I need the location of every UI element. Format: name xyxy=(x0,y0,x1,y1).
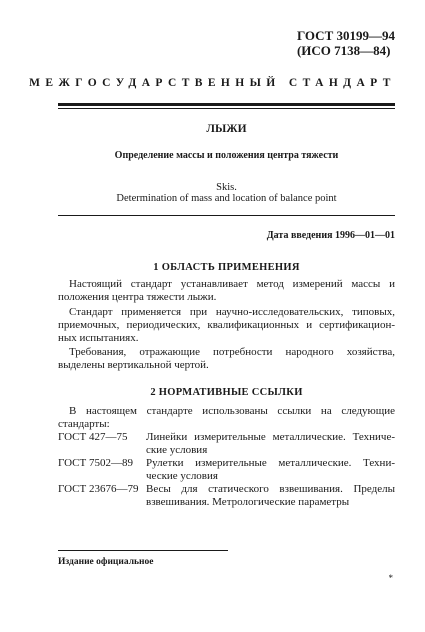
reference-title-line: ческие условия xyxy=(146,469,218,482)
interstate-standard-banner: МЕЖГОСУДАРСТВЕННЫЙ СТАНДАРТ xyxy=(29,77,396,89)
header-rule-thin xyxy=(58,108,395,109)
reference-title xyxy=(146,457,395,482)
paragraph-line: Стандарт применяется при научно-исследовательских, типовых, xyxy=(69,306,395,318)
paragraph-line: В настоящем стандарте использованы ссылки на следующие xyxy=(69,405,395,417)
title-rule xyxy=(58,215,395,216)
reference-item xyxy=(58,431,395,456)
section-1-heading: 1 ОБЛАСТЬ ПРИМЕНЕНИЯ xyxy=(153,262,300,273)
reference-title-line: взвешивания. Метрологические параметры xyxy=(146,495,350,508)
iso-number: (ИСО 7138—84) xyxy=(296,43,391,58)
paragraph-line: Настоящий стандарт устанавливает метод измерений массы и xyxy=(69,278,395,290)
page-mark: * xyxy=(388,573,393,583)
english-subtitle: Determination of mass and location of balance point xyxy=(116,193,337,204)
paragraph-line: Требования, отражающие потребности народного хозяйства, xyxy=(69,345,395,358)
gost-designation xyxy=(297,28,395,58)
reference-title-line: ские условия xyxy=(146,443,208,456)
section-2-heading: 2 НОРМАТИВНЫЕ ССЫЛКИ xyxy=(150,387,303,398)
official-edition-label: Издание официальное xyxy=(58,557,154,567)
reference-title xyxy=(146,483,395,508)
reference-code: ГОСТ 7502—89 xyxy=(58,457,133,469)
reference-title-line: Весы для статического взвешивания. Пределы xyxy=(146,483,395,495)
reference-item xyxy=(58,483,395,508)
section-1-paragraph-1 xyxy=(58,278,395,304)
footer-rule xyxy=(58,550,228,551)
document-subtitle: Определение массы и положения центра тяжести xyxy=(114,150,339,161)
introduction-date: Дата введения 1996—01—01 xyxy=(266,230,395,241)
gost-number: ГОСТ 30199—94 xyxy=(296,28,395,43)
paragraph-line: положения центра тяжести лыжи. xyxy=(58,291,217,304)
paragraph-line: ных испытаниях. xyxy=(58,332,139,345)
document-title: ЛЫЖИ xyxy=(206,123,247,135)
reference-title xyxy=(146,431,395,456)
paragraph-line: приемочных, периодических, квалификационных и сертификацион- xyxy=(58,319,395,332)
reference-title-line: Линейки измерительные металлические. Техниче- xyxy=(146,431,395,443)
section-1-paragraph-2 xyxy=(58,306,395,372)
reference-item xyxy=(58,457,395,482)
paragraph-line: стандарты: xyxy=(58,418,110,431)
section-2-intro xyxy=(58,405,395,431)
header-rule-thick xyxy=(58,103,395,106)
english-title: Skis. xyxy=(216,182,237,193)
reference-title-line: Рулетки измерительные металлические. Техни- xyxy=(146,457,395,469)
reference-code: ГОСТ 23676—79 xyxy=(58,483,139,495)
reference-code: ГОСТ 427—75 xyxy=(58,431,128,443)
paragraph-line: выделены вертикальной чертой. xyxy=(58,358,209,371)
